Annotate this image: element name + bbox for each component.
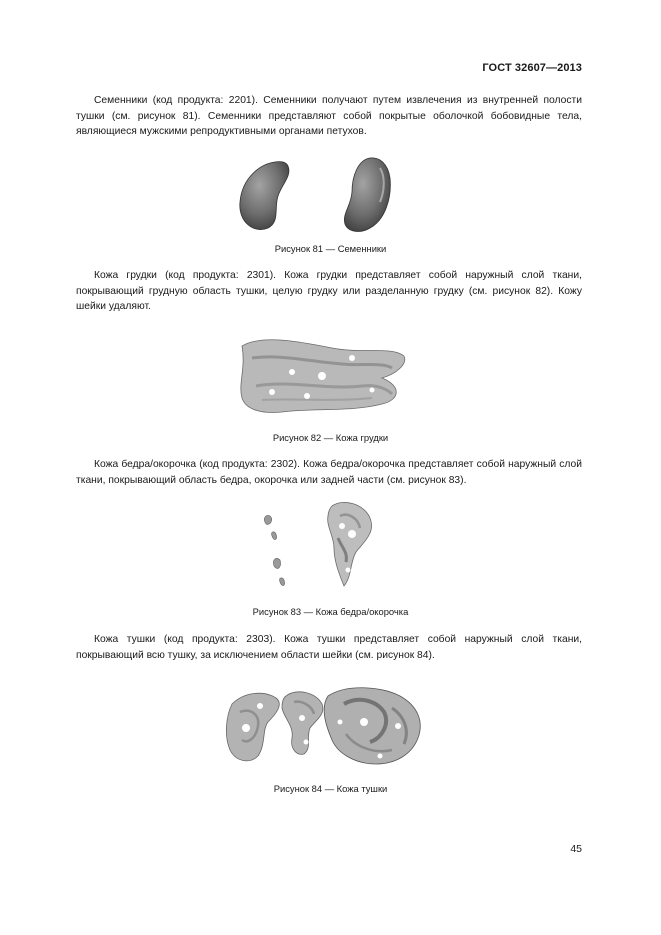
paragraph-testicles: Семенники (код продукта: 2201). Семенники получают путем извлечения из внутренней полости тушки (см. рисунок 81). Семенники представляют собой покрытые оболочкой бобовидные тела, являющиеся мужскими репродуктивными органами петухов. bbox=[76, 95, 582, 137]
page-number: 45 bbox=[570, 843, 582, 855]
caption-figure-82: Рисунок 82 — Кожа грудки bbox=[272, 432, 389, 443]
figure-testicles bbox=[230, 150, 415, 240]
paragraph-thigh-skin: Кожа бедра/окорочка (код продукта: 2302). Кожа бедра/окорочка представляет собой наружный слой ткани, покрывающий область бедра, окорочка или задней части (см. рисунок 83). bbox=[76, 459, 582, 486]
caption-figure-81: Рисунок 81 — Семенники bbox=[274, 243, 387, 254]
paragraph-breast-skin: Кожа грудки (код продукта: 2301). Кожа грудки представляет собой наружный слой ткани, покрывающий грудную область тушки, целую грудку или разделанную грудку (см. рисунок 82). Кожу шейки удаляют. bbox=[76, 270, 582, 312]
paragraph-carcass-skin: Кожа тушки (код продукта: 2303). Кожа тушки представляет собой наружный слой ткани, покрывающий всю тушку, за исключением области шейки (см. рисунок 84). bbox=[76, 634, 582, 661]
caption-figure-84: Рисунок 84 — Кожа тушки bbox=[273, 783, 388, 794]
figure-breast-skin bbox=[232, 328, 412, 418]
standard-number: ГОСТ 32607—2013 bbox=[482, 62, 582, 74]
caption-figure-83: Рисунок 83 — Кожа бедра/окорочка bbox=[252, 606, 409, 617]
figure-thigh-skin bbox=[252, 496, 392, 596]
figure-carcass-skin bbox=[220, 682, 435, 772]
